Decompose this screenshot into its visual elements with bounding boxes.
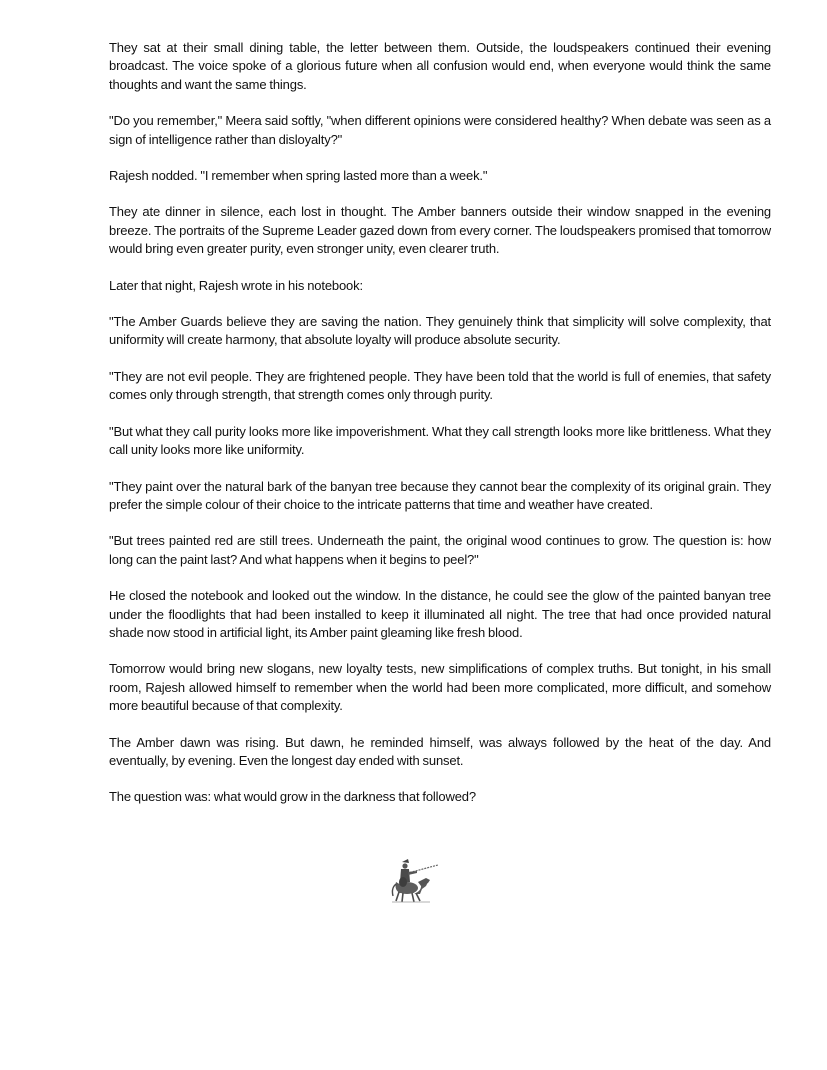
- paragraph: "But trees painted red are still trees. Underneath the paint, the original wood continues to grow. The question is: how long can the paint last? And what happens when it begins to peel?": [109, 533, 771, 567]
- paragraph: They sat at their small dining table, the letter between them. Outside, the loudspeakers continued their evening broadcast. The voice spoke of a glorious future when all confusion would end, when everyone would think the same thoughts and want the same things.: [109, 40, 771, 92]
- paragraph: They ate dinner in silence, each lost in thought. The Amber banners outside their window snapped in the evening breeze. The portraits of the Supreme Leader gazed down from every corner. The loudspeakers promised that tomorrow would bring even greater purity, even stronger unity, even clearer truth.: [109, 204, 771, 257]
- paragraph: Rajesh nodded. "I remember when spring lasted more than a week.": [109, 168, 488, 184]
- paragraph: The Amber dawn was rising. But dawn, he reminded himself, was always followed by the heat of the day. And eventually, by evening. Even the longest day ended with sunset.: [109, 734, 771, 768]
- paragraph: "The Amber Guards believe they are saving the nation. They genuinely think that simplicity will solve complexity, that uniformity will create harmony, that absolute loyalty will produce absolute security.: [109, 314, 771, 348]
- paragraph: "Do you remember," Meera said softly, "when different opinions were considered healthy? When debate was seen as a sign of intelligence rather than disloyalty?": [109, 113, 771, 147]
- don-quixote-knight-on-horse-icon: [390, 856, 440, 904]
- paragraph: "They are not evil people. They are frightened people. They have been told that the world is full of enemies, that safety comes only through strength, that strength comes only through purity.: [109, 368, 771, 403]
- paragraph: "They paint over the natural bark of the banyan tree because they cannot bear the complexity of its original grain. They prefer the simple colour of their choice to the intricate patterns that time and weather have created.: [109, 478, 771, 512]
- paragraph: The question was: what would grow in the darkness that followed?: [109, 789, 476, 805]
- document-page: [109, 39, 771, 825]
- paragraph: He closed the notebook and looked out the window. In the distance, he could see the glow of the painted banyan tree under the floodlights that had been installed to keep it illuminated all night. The tree that had once provided natural shade now stood in artificial light, its Amber paint gleaming like fresh blood.: [109, 588, 771, 640]
- paragraph: Tomorrow would bring new slogans, new loyalty tests, new simplifications of complex truths. But tonight, in his small room, Rajesh allowed himself to remember when the world had been more complicated, more difficult, and somehow more beautiful because of that complexity.: [109, 661, 771, 714]
- paragraph: "But what they call purity looks more like impoverishment. What they call strength looks more like brittleness. What they call unity looks more like uniformity.: [109, 423, 771, 458]
- paragraph: Later that night, Rajesh wrote in his notebook:: [109, 277, 363, 293]
